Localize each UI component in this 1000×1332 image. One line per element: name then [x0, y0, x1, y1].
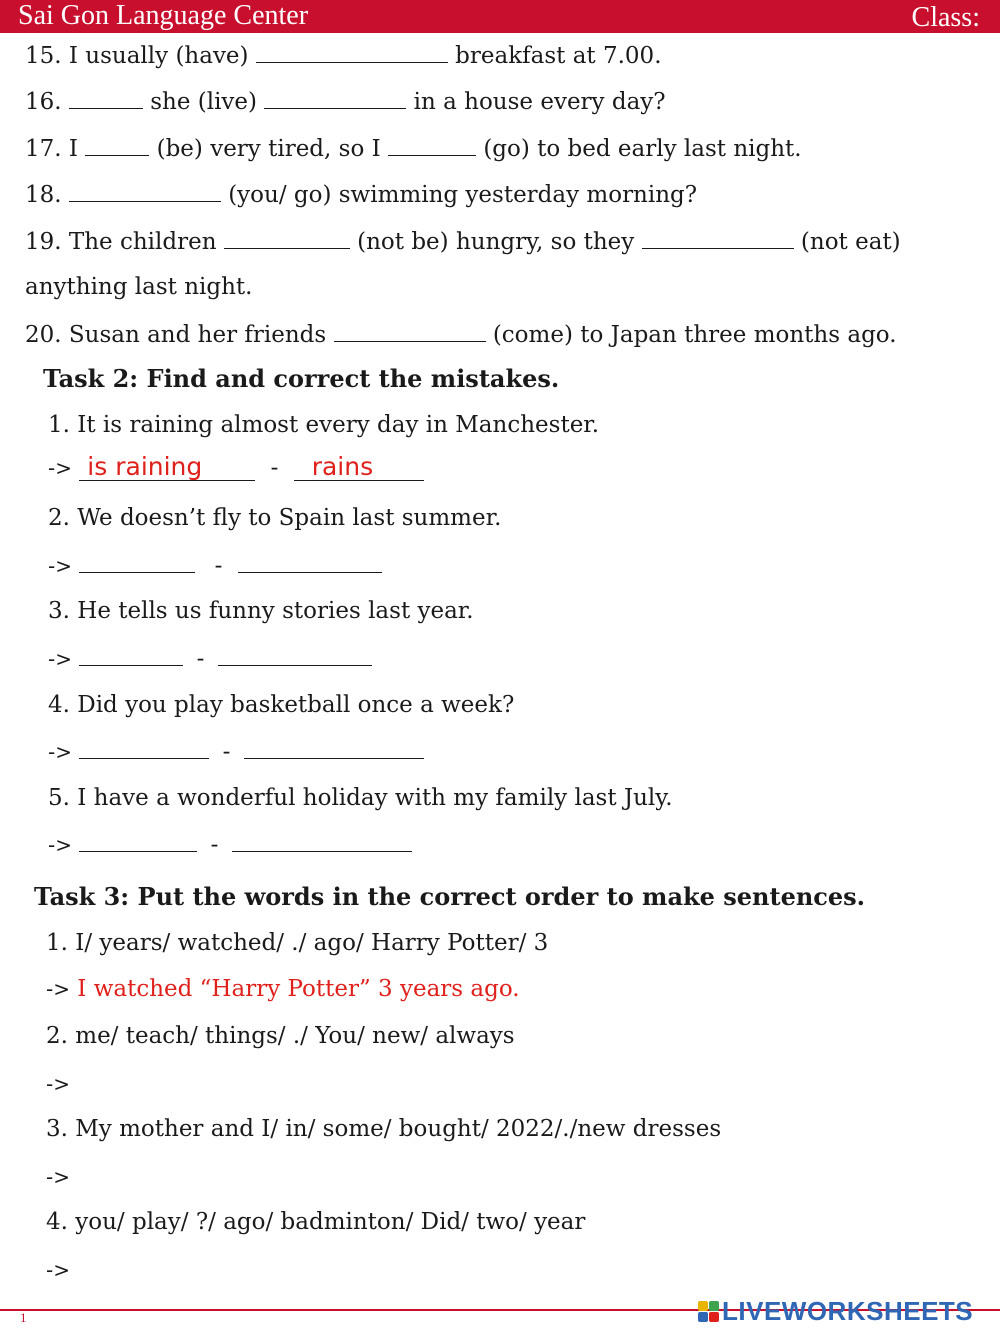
- answer-blank[interactable]: [224, 226, 350, 249]
- answer-blank[interactable]: [69, 86, 143, 109]
- sentence-answer-field[interactable]: I watched “Harry Potter” 3 years ago.: [77, 976, 520, 1002]
- task-2-item-5: 5. I have a wonderful holiday with my family last July.: [48, 785, 673, 811]
- dash-separator: -: [222, 739, 231, 765]
- task-2-answer-4: [48, 736, 424, 767]
- correction-field[interactable]: [244, 736, 424, 759]
- task-3-answer-3: [46, 1160, 777, 1192]
- answer-blank[interactable]: [85, 133, 149, 156]
- sentence-answer-field[interactable]: [77, 1253, 777, 1277]
- sentence-answer-field[interactable]: [77, 1067, 777, 1091]
- arrow-label: ->: [46, 1165, 70, 1189]
- task-2-item-3: 3. He tells us funny stories last year.: [48, 598, 474, 624]
- question-17: 17. I (be) very tired, so I (go) to bed early last night.: [25, 133, 802, 164]
- mistake-field[interactable]: [79, 736, 209, 759]
- page-number: 1: [20, 1310, 27, 1325]
- correction-field[interactable]: [232, 829, 412, 852]
- sentence-answer-field[interactable]: [77, 1160, 777, 1184]
- brand-name: LIVEWORKSHEETS: [722, 1296, 974, 1326]
- mistake-field[interactable]: [79, 829, 197, 852]
- dash-separator: -: [214, 553, 223, 579]
- task-2-item-4: 4. Did you play basketball once a week?: [48, 692, 515, 718]
- task-2-answer-1: [48, 453, 424, 483]
- correction-field[interactable]: rains: [294, 454, 424, 481]
- task-3-title: Task 3: Put the words in the correct order to make sentences.: [34, 882, 866, 911]
- dash-separator: -: [270, 455, 279, 481]
- class-label: Class:: [911, 2, 980, 33]
- task-3-answer-4: [46, 1253, 777, 1285]
- task-2-item-2: 2. We doesn’t fly to Spain last summer.: [48, 505, 502, 531]
- mistake-field[interactable]: [79, 550, 195, 573]
- question-15: 15. I usually (have) breakfast at 7.00.: [25, 40, 662, 71]
- answer-blank[interactable]: [69, 179, 221, 202]
- page-header: [0, 0, 1000, 33]
- task-3-answer-2: [46, 1067, 777, 1099]
- answer-blank[interactable]: [334, 319, 486, 342]
- arrow-label: ->: [48, 456, 72, 480]
- answer-blank[interactable]: [264, 86, 406, 109]
- liveworksheets-icon: [698, 1301, 720, 1323]
- arrow-label: ->: [46, 977, 70, 1001]
- arrow-label: ->: [46, 1258, 70, 1282]
- arrow-label: ->: [48, 647, 72, 671]
- arrow-label: ->: [46, 1072, 70, 1096]
- mistake-field[interactable]: [79, 643, 183, 666]
- liveworksheets-logo[interactable]: [698, 1296, 998, 1326]
- correction-field[interactable]: [238, 550, 382, 573]
- task-3-item-4: 4. you/ play/ ?/ ago/ badminton/ Did/ two/ year: [46, 1209, 586, 1235]
- answer-blank[interactable]: [388, 133, 476, 156]
- dash-separator: -: [196, 646, 205, 672]
- mistake-field[interactable]: is raining: [79, 454, 255, 481]
- task-2-title: Task 2: Find and correct the mistakes.: [43, 364, 560, 393]
- question-19-continued: anything last night.: [25, 274, 253, 300]
- task-2-answer-3: [48, 643, 372, 674]
- question-19: 19. The children (not be) hungry, so they (not eat): [25, 226, 901, 257]
- arrow-label: ->: [48, 554, 72, 578]
- task-3-answer-1: [46, 974, 520, 1004]
- task-2-answer-5: [48, 829, 412, 860]
- question-18: 18. (you/ go) swimming yesterday morning?: [25, 179, 697, 210]
- question-20: 20. Susan and her friends (come) to Japan three months ago.: [25, 319, 897, 350]
- task-3-item-1: 1. I/ years/ watched/ ./ ago/ Harry Potter/ 3: [46, 930, 549, 956]
- arrow-label: ->: [48, 833, 72, 857]
- task-3-item-3: 3. My mother and I/ in/ some/ bought/ 2022/./new dresses: [46, 1116, 722, 1142]
- correction-field[interactable]: [218, 643, 372, 666]
- task-2-answer-2: [48, 550, 382, 581]
- task-2-item-1: 1. It is raining almost every day in Manchester.: [48, 412, 600, 438]
- arrow-label: ->: [48, 740, 72, 764]
- question-16: 16. she (live) in a house every day?: [25, 86, 666, 117]
- answer-blank[interactable]: [256, 40, 448, 63]
- task-3-item-2: 2. me/ teach/ things/ ./ You/ new/ always: [46, 1023, 515, 1049]
- center-name: Sai Gon Language Center: [18, 0, 309, 31]
- answer-blank[interactable]: [642, 226, 794, 249]
- dash-separator: -: [210, 832, 219, 858]
